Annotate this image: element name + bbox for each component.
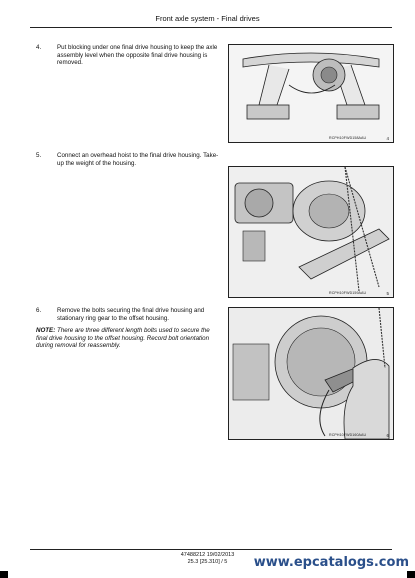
figure-code: RCPH10FWD159AAU bbox=[329, 291, 367, 295]
step-text: Put blocking under one final drive housing to keep the axle assembly level when the opposite final drive housing is removed. bbox=[57, 44, 218, 67]
note-label: NOTE: bbox=[36, 327, 56, 334]
figure-code: RCPH10FWD160AAU bbox=[329, 433, 367, 437]
step-text: Connect an overhead hoist to the final drive housing. Take-up the weight of the housing. bbox=[57, 152, 219, 167]
step-5 bbox=[36, 152, 220, 167]
figure-number: 5 bbox=[386, 291, 389, 296]
corner-mark-left bbox=[0, 571, 8, 578]
figure-number: 4 bbox=[386, 136, 389, 141]
note bbox=[36, 327, 220, 350]
figure-remove-bolts bbox=[228, 307, 394, 440]
bolts-illustration bbox=[229, 308, 393, 439]
note-text: There are three different length bolts used to secure the final drive housing to the offset housing. Record bolt orientation during removal for reassembly. bbox=[36, 327, 210, 350]
step-4 bbox=[36, 44, 220, 67]
figure-overhead-hoist bbox=[228, 166, 394, 298]
step-number: 4. bbox=[36, 44, 42, 51]
header-rule bbox=[30, 27, 392, 28]
hoist-illustration bbox=[229, 167, 393, 297]
blocking-illustration bbox=[229, 45, 393, 142]
figure-number: 6 bbox=[386, 433, 389, 438]
figure-blocking-under-housing bbox=[228, 44, 394, 143]
page-header: Front axle system - Final drives bbox=[155, 14, 260, 23]
footer-page-ref: 25.3 [25.310] / 5 bbox=[187, 559, 228, 565]
step-6 bbox=[36, 307, 220, 322]
step-text: Remove the bolts securing the final drive housing and stationary ring gear to the offset housing. bbox=[57, 307, 205, 322]
watermark: www.epcatalogs.com bbox=[253, 555, 409, 570]
footer-rule bbox=[30, 549, 392, 550]
step-number: 6. bbox=[36, 307, 42, 314]
footer-doc-id: 47488212 19/02/2013 bbox=[180, 552, 235, 558]
figure-code: RCPH10FWD158AAU bbox=[329, 136, 367, 140]
corner-mark-right bbox=[407, 571, 415, 578]
step-number: 5. bbox=[36, 152, 42, 159]
